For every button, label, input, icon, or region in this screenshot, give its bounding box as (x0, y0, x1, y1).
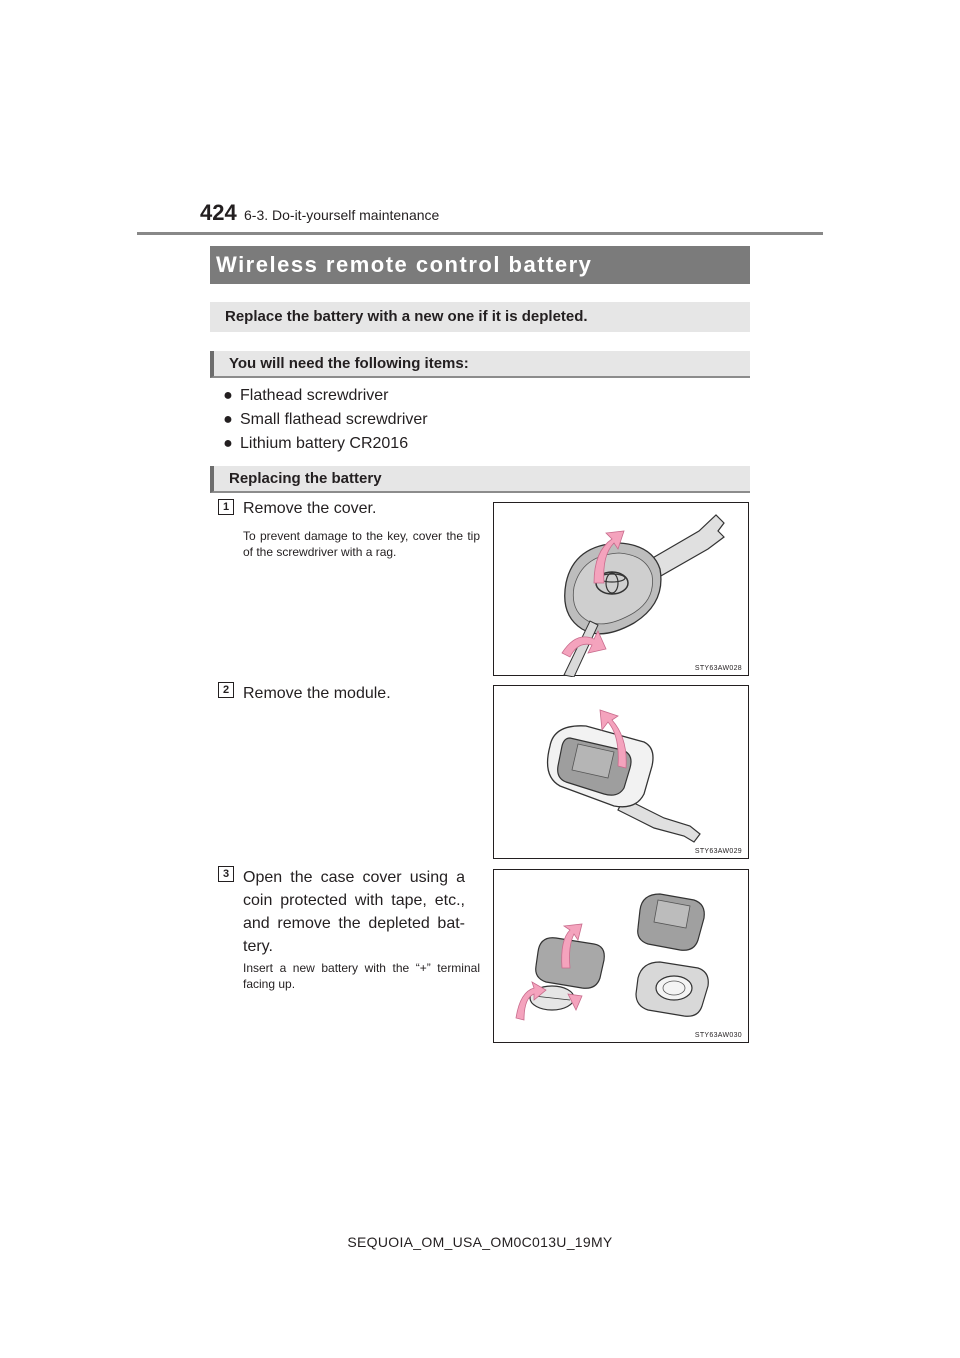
figure-remove-cover (493, 502, 749, 676)
step-2-text: Remove the module. (243, 685, 391, 702)
step-number-2: 2 (218, 682, 234, 698)
intro-box: Replace the battery with a new one if it is depleted. (210, 302, 750, 332)
bullet-icon: ● (223, 435, 233, 452)
step-1-text: Remove the cover. (243, 500, 377, 517)
figure-remove-module (493, 685, 749, 859)
list-item-label: Small flathead screwdriver (240, 411, 428, 428)
page-number: 424 (200, 200, 237, 225)
list-item (222, 432, 428, 456)
document-id: SEQUOIA_OM_USA_OM0C013U_19MY (347, 1234, 613, 1250)
bullet-icon: ● (223, 411, 233, 428)
needed-items-heading: You will need the following items: (210, 351, 750, 378)
key-cover-illustration (494, 503, 750, 677)
needed-items-list (222, 384, 428, 456)
step-1-note: To prevent damage to the key, cover the tip of the screwdriver with a rag. (243, 529, 480, 559)
step-3-note: Insert a new battery with the “+” terminal facing up. (243, 961, 480, 991)
figure-replace-battery (493, 869, 749, 1043)
figure-code: STY63AW030 (694, 1032, 742, 1039)
page-title: Wireless remote control battery (210, 246, 750, 284)
bullet-icon: ● (223, 387, 233, 404)
list-item-label: Lithium battery CR2016 (240, 435, 409, 452)
figure-code: STY63AW028 (694, 665, 742, 672)
battery-replace-illustration (494, 870, 750, 1044)
key-module-illustration (494, 686, 750, 860)
step-3-text: Open the case cover using a coin protected with tape, etc., and remove the depleted bat-tery. (243, 869, 465, 955)
list-item (222, 408, 428, 432)
step-number-1: 1 (218, 499, 234, 515)
list-item-label: Flathead screwdriver (240, 387, 389, 404)
step-number-3: 3 (218, 866, 234, 882)
section-title: 6-3. Do-it-yourself maintenance (244, 207, 440, 223)
replacing-heading: Replacing the battery (210, 466, 750, 493)
figure-code: STY63AW029 (694, 848, 742, 855)
list-item (222, 384, 428, 408)
header-rule (137, 232, 823, 235)
